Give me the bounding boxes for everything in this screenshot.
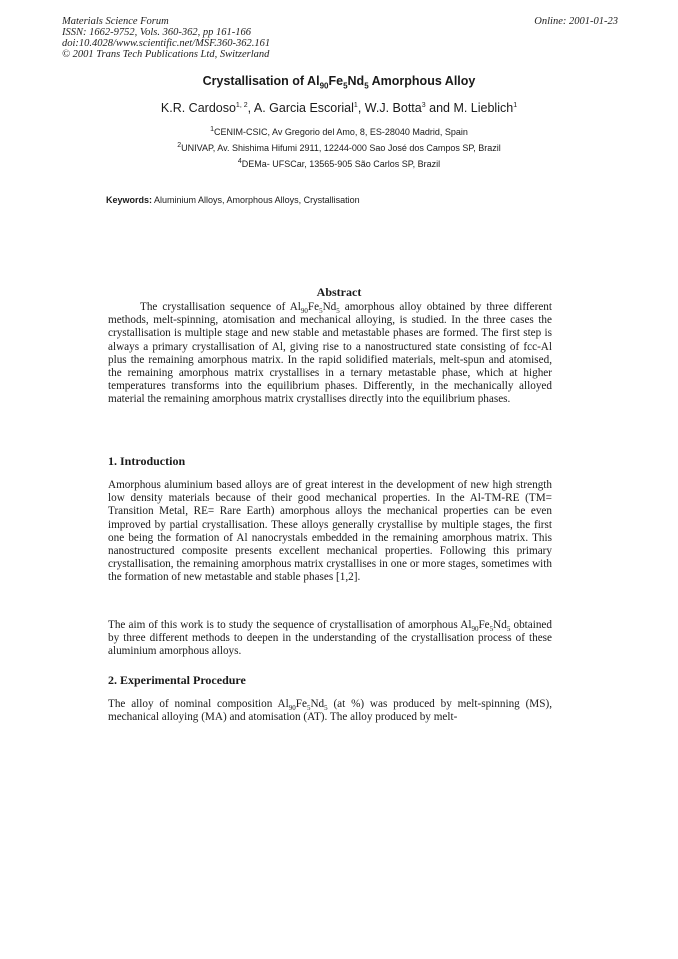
affiliation-2: $^2$UNIVAP, Av. Shishima Hifumi 2911, 12244-000 Sao José dos Campos SP, Brazil [177, 142, 501, 153]
abstract-text: The crystallisation sequence of $Al_{90}Fe_5Nd_5$ amorphous alloy obtained by three different methods, melt-spinning, atomisation and mechanical alloying, is studied. In the three cases the crystallisation is multiple stage and new stable and metastable phases are formed. The first step is always a primary crystallisation of Al, giving rise to a nanostructured state consisting of fcc-Al plus the remaining amorphous matrix. In the rapid solidified materials, melt-spun and atomised, the remaining amorphous matrix crystallises in a ternary metastable phase, which at higher temperatures transforms into the equilibrium phases. Differently, in the mechanically alloyed material the remaining amorphous matrix crystallises directly into the equilibrium phases. [108, 301, 552, 406]
journal-header [62, 16, 618, 60]
experimental-paragraph-1: The alloy of nominal composition $Al_{90}Fe_5Nd_5$ (at %) was produced by melt-spinning (MS), mechanical alloying (MA) and atomisation (AT). The alloy produced by melt- [108, 698, 552, 724]
copyright-line: © 2001 Trans Tech Publications Ltd, Switzerland [62, 49, 270, 60]
author-list: K.R. Cardoso$^{1, 2}$, A. Garcia Escorial$^1$, W.J. Botta$^3$ and M. Lieblich$^1$ [160, 101, 518, 115]
online-date: Online: 2001-01-23 [534, 16, 618, 27]
keywords: Keywords: Aluminium Alloys, Amorphous Alloys, Crystallisation [106, 195, 360, 205]
paper-title: Crystallisation of $Al_{90}Fe_5Nd_5$ Amorphous Alloy [202, 74, 476, 91]
issn-line: ISSN: 1662-9752, Vols. 360-362, pp 161-166 [62, 27, 251, 38]
affiliation-3: $^4$DEMa- UFSCar, 13565-905 São Carlos SP, Brazil [237, 158, 441, 169]
abstract-heading: Abstract [316, 285, 362, 299]
introduction-paragraph-1: Amorphous aluminium based alloys are of great interest in the development of new high strength low density materials because of their good mechanical properties. In the Al-TM-RE (TM= Transition Metal, RE= Rare Earth) amorphous alloys the mechanical properties can be even improved by partial crystallisation. These alloys generally crystallise by multiple stages, the first one being the formation of Al nanocrystals embedded in the remaining amorphous matrix. This nanostructured composite presents excellent mechanical properties. Following this primary crystallisation, the remaining amorphous matrix crystallises in one or more stages, sometimes with the formation of new metastable and stable phases [1,2]. [108, 479, 552, 584]
section-heading-introduction: 1. Introduction [108, 454, 186, 468]
introduction-paragraph-2: The aim of this work is to study the sequence of crystallisation of amorphous $Al_{90}Fe_5Nd_5$ obtained by three different methods to deepen in the understanding of the crystallisation process of these aluminium amorphous alloys. [108, 619, 552, 658]
journal-name: Materials Science Forum [62, 16, 169, 27]
section-heading-experimental: 2. Experimental Procedure [108, 673, 246, 687]
affiliation-list [0, 124, 678, 172]
doi-line: doi:10.4028/www.scientific.net/MSF.360-362.161 [62, 38, 271, 49]
affiliation-1: $^1$CENIM-CSIC, Av Gregorio del Amo, 8, ES-28040 Madrid, Spain [210, 126, 468, 137]
